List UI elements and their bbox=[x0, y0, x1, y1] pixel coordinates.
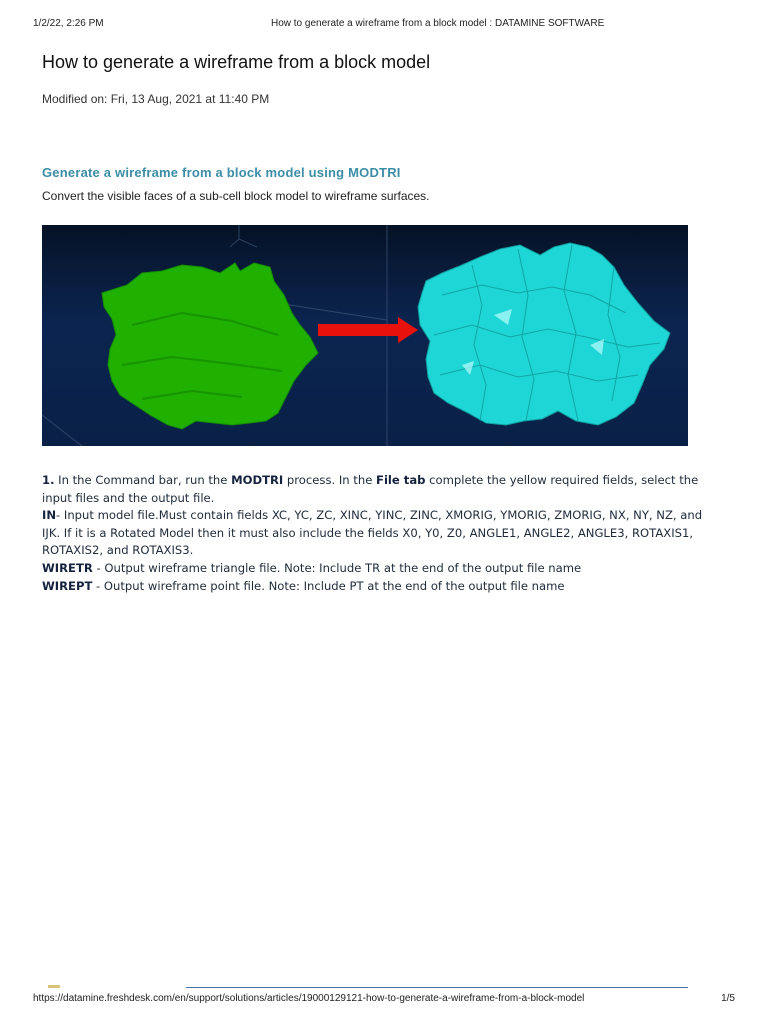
param-in bbox=[42, 507, 722, 560]
wiretr-label: WIRETR bbox=[42, 560, 93, 575]
wirept-label: WIREPT bbox=[42, 578, 93, 593]
figure-svg bbox=[42, 225, 688, 446]
wireframe-shape bbox=[418, 243, 670, 425]
print-footer bbox=[33, 993, 735, 1007]
print-header bbox=[33, 18, 735, 32]
step1-text-a: In the Command bar, run the bbox=[54, 473, 232, 487]
footer-mark bbox=[48, 985, 60, 988]
footer-divider bbox=[186, 987, 688, 988]
block-model-to-wireframe-figure bbox=[42, 225, 688, 446]
print-doc-title: How to generate a wireframe from a block model : DATAMINE SOFTWARE bbox=[271, 18, 605, 29]
instructions bbox=[42, 472, 722, 595]
print-datetime: 1/2/22, 2:26 PM bbox=[33, 18, 104, 29]
page-url-link[interactable]: https://datamine.freshdesk.com/en/support/solutions/articles/19000129121-how-to-generate-a-wireframe-from-a-block-model bbox=[33, 993, 585, 1004]
page-title: How to generate a wireframe from a block model bbox=[42, 52, 431, 72]
file-tab-label: File tab bbox=[376, 473, 426, 487]
modified-date: Modified on: Fri, 13 Aug, 2021 at 11:40 PM bbox=[42, 92, 270, 106]
step-1 bbox=[42, 472, 722, 507]
section-description: Convert the visible faces of a sub-cell block model to wireframe surfaces. bbox=[42, 189, 430, 203]
section-heading: Generate a wireframe from a block model using MODTRI bbox=[42, 165, 401, 180]
param-wiretr bbox=[42, 560, 722, 578]
arrow-icon bbox=[318, 317, 418, 343]
wirept-description: - Output wireframe point file. Note: Include PT at the end of the output file name bbox=[92, 578, 565, 593]
modtri-label: MODTRI bbox=[231, 473, 284, 487]
param-wirept bbox=[42, 578, 722, 596]
step1-text-c: complete the yellow required fields, select the input files and the output file. bbox=[42, 473, 699, 505]
wiretr-description: - Output wireframe triangle file. Note: Include TR at the end of the output file name bbox=[92, 560, 582, 575]
block-model-shape bbox=[102, 263, 318, 429]
step-number: 1. bbox=[42, 473, 55, 487]
in-description: - Input model file.Must contain fields XC, YC, ZC, XINC, YINC, ZINC, XMORIG, YMORIG, ZMORIG, NX, NY, NZ, and IJK. If it is a Rotated Model then it must also include the fields X0, Y0, Z0, ANGLE1, ANGLE2, ANGLE3, ROTAXIS1, ROTAXIS2, and ROTAXIS3. bbox=[42, 508, 703, 558]
page-number: 1/5 bbox=[721, 993, 735, 1004]
in-label: IN bbox=[42, 508, 57, 523]
step1-text-b: process. In the bbox=[283, 473, 377, 487]
